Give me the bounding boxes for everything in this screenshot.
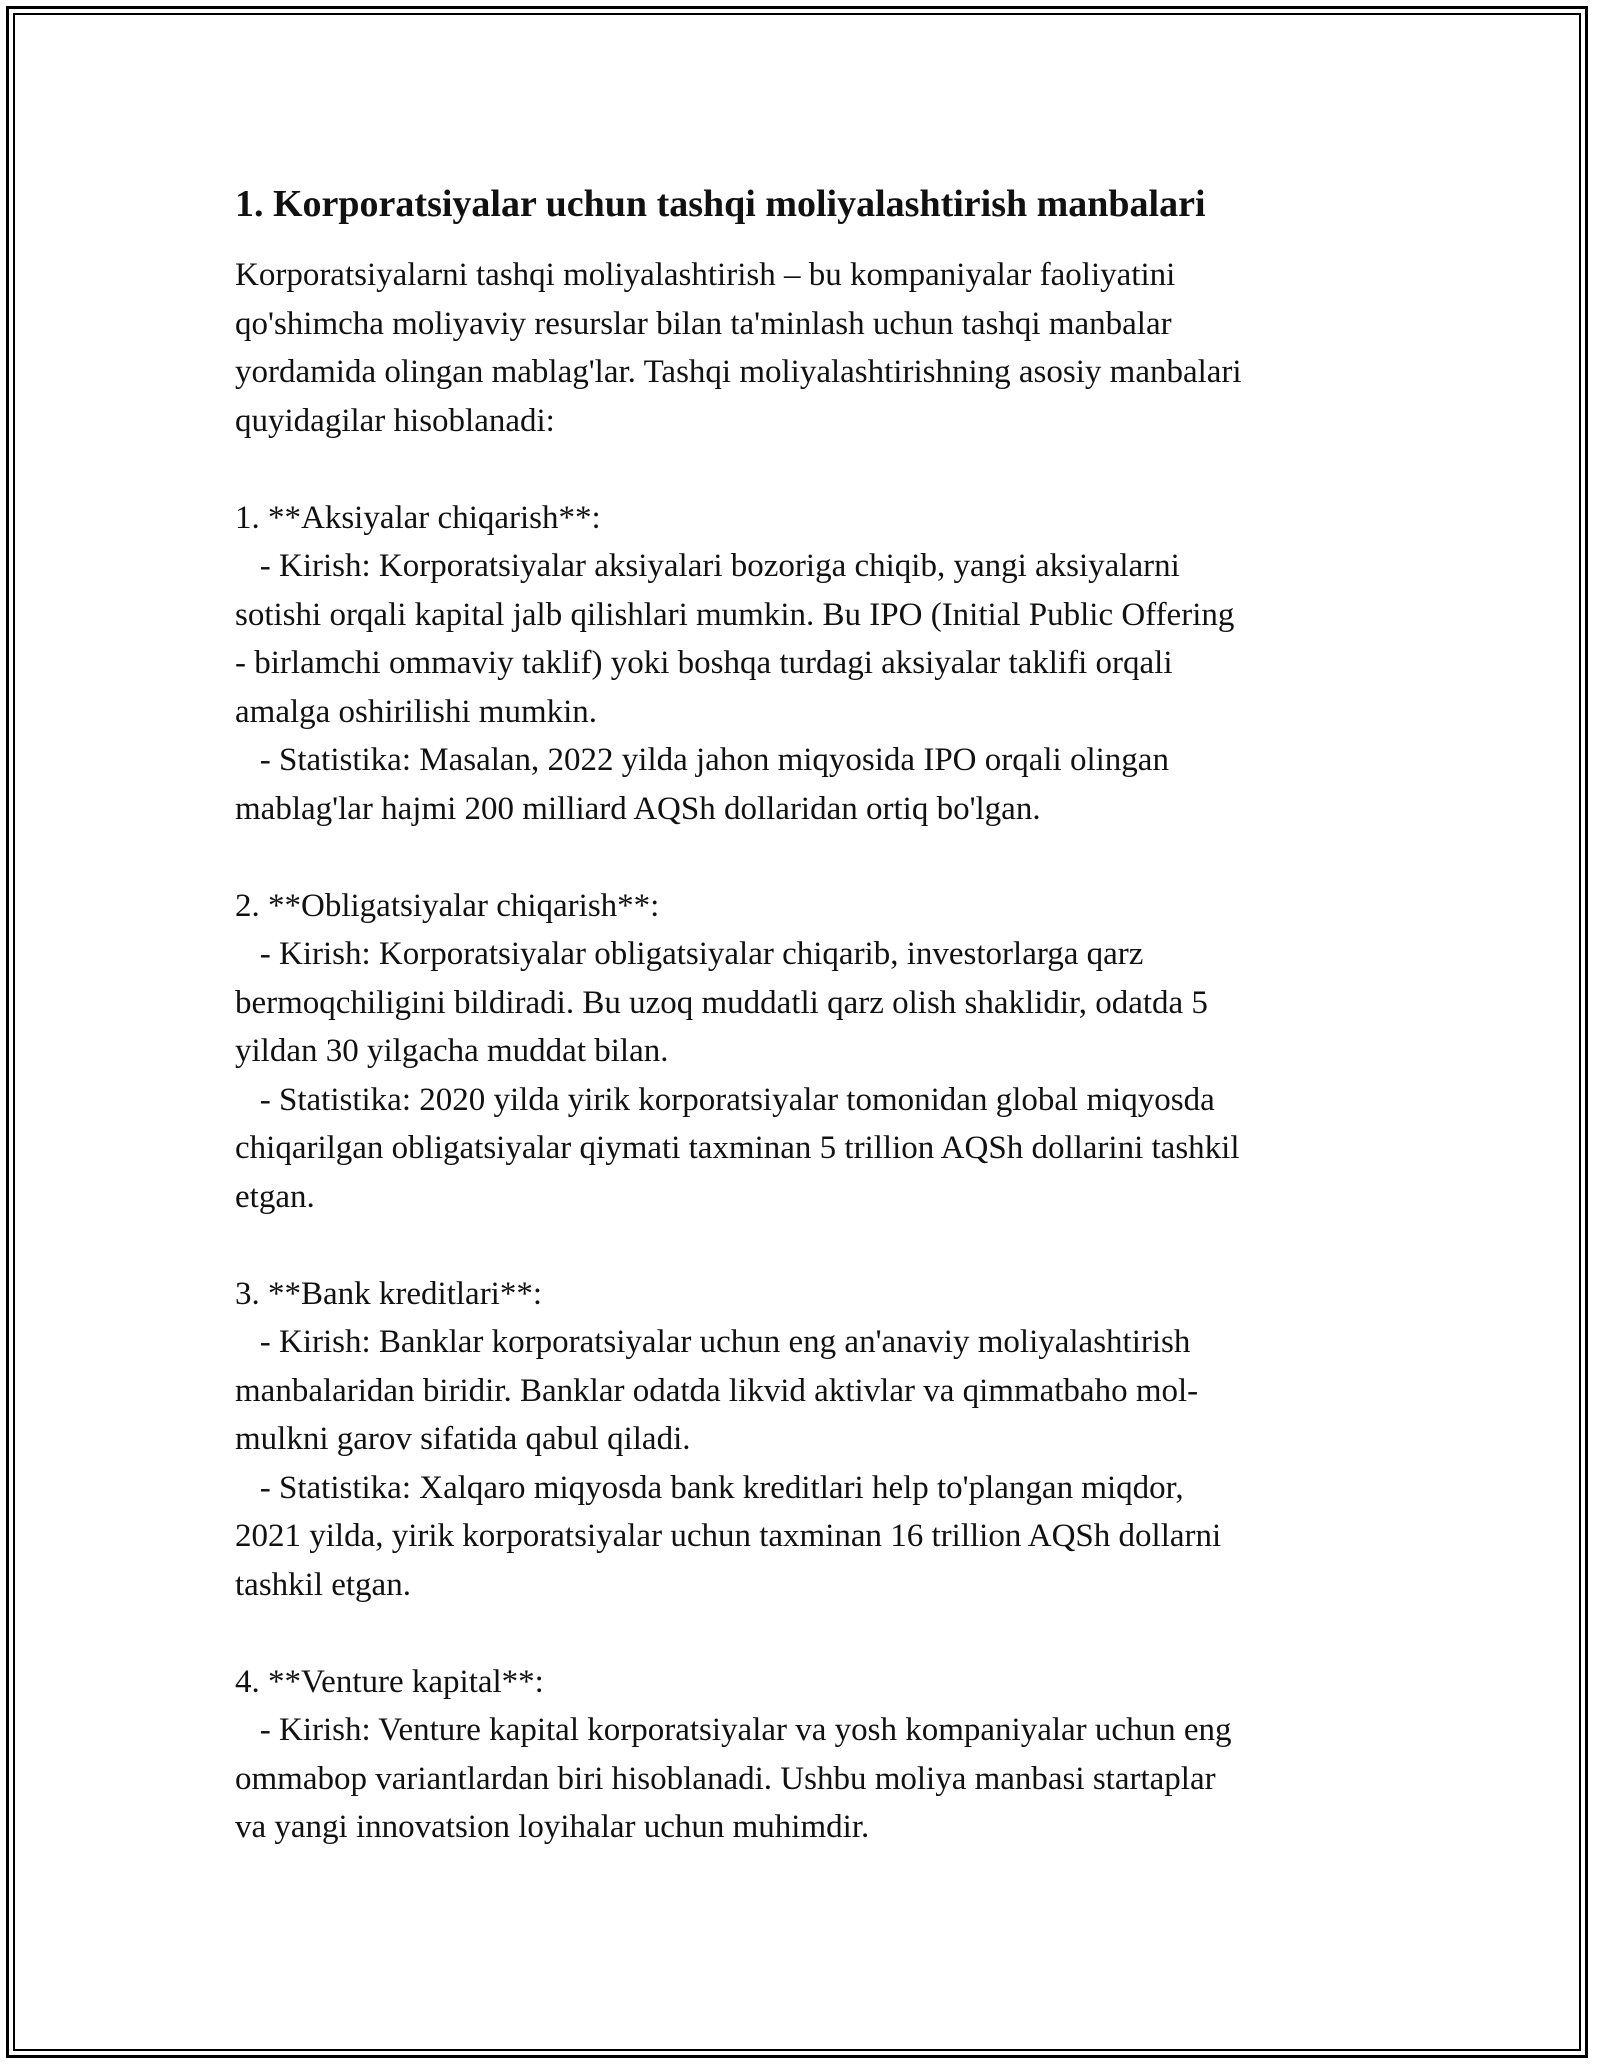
document-text: Korporatsiyalarni tashqi moliyalashtirish – bu kompaniyalar faoliyatini qo'shimcha moliyaviy resurslar bilan ta'minlash uchun tashqi manbalar yordamida olingan mablag'lar. Tashqi moliyalashtirishning asosiy manbalari quyidagilar hisoblanadi: 1. **Aksiyalar chiqarish**: - Kirish: Korporatsiyalar aksiyalari bozoriga chiqib, yangi aksiyalarni sotishi orqali kapital jalb qilishlari mumkin. Bu IPO (Initial Public Offering - birlamchi ommaviy taklif) yoki boshqa turdagi aksiyalar taklifi orqali amalga oshirilishi mumkin. - Statistika: Masalan, 2022 yilda jahon miqyosida IPO orqali olingan mablag'lar hajmi 200 milliard AQSh dollaridan ortiq bo'lgan. 2. **Obligatsiyalar chiqarish**: - Kirish: Korporatsiyalar obligatsiyalar chiqarib, investorlarga qarz bermoqchiligini bildiradi. Bu uzoq muddatli qarz olish shaklidir, odatda 5 yildan 30 yilgacha muddat bilan. - Statistika: 2020 yilda yirik korporatsiyalar tomonidan global miqyosda chiqarilgan obligatsiyalar qiymati taxminan 5 trillion AQSh dollarini tashkil etgan. 3. **Bank kreditlari**: - Kirish: Banklar korporatsiyalar uchun eng an'anaviy moliyalashtirish manbalaridan biridir. Banklar odatda likvid aktivlar va qimmatbaho mol- mulkni garov sifatida qabul qiladi. - Statistika: Xalqaro miqyosda bank kreditlari help to'plangan miqdor, 2021 yilda, yirik korporatsiyalar uchun taxminan 16 trillion AQSh dollarni tashkil etgan. 4. **Venture kapital**: - Kirish: Venture kapital korporatsiyalar va yosh kompaniyalar uchun eng ommabop variantlardan biri hisoblanadi. Ushbu moliya manbasi startaplar va yangi innovatsion loyihalar uchun muhimdir.	[235, 257, 1242, 1846]
document-body	[235, 180, 1375, 1852]
document-title: 1. Korporatsiyalar uchun tashqi moliyalashtirish manbalari	[235, 183, 1206, 225]
